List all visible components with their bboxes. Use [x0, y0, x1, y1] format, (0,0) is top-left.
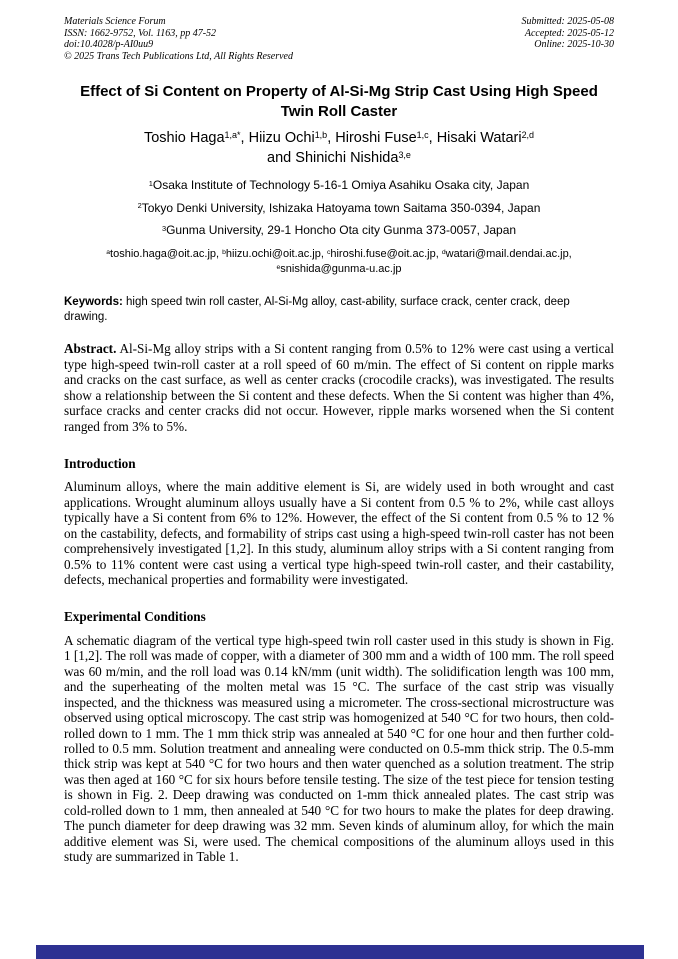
authors-line-2: and Shinichi Nishida$^{3,e}$: [267, 149, 411, 166]
section-heading-introduction: Introduction: [64, 455, 136, 471]
introduction-paragraph: Aluminum alloys, where the main additive element is Si, are widely used in both wrought and cast applications. Wrought aluminum alloys usually have a Si content from 0.5 % to 2%, while cast alloys typically have a Si content from 6% to 12%. However, the effect of the Si content from 0.5 % to 12 % on the castability, defects, and formability of strips cast using a high-speed twin-roll caster has not been comprehensively investigated [1,2]. In this study, aluminum alloy strips with a Si content ranging from 0.5% to 11% content were cast using a vertical type high-speed twin-roll caster, and their castability, defects, mechanical properties and formability were investigated.: [64, 479, 614, 588]
keywords-label: Keywords:: [64, 295, 123, 308]
journal-header: [64, 16, 614, 62]
footer-bar: [36, 945, 644, 959]
emails-line-1: $^a$toshio.haga@oit.ac.jp, $^b$hiizu.ochi@oit.ac.jp, $^c$hiroshi.fuse@oit.ac.jp, $^d$watari@mail.dendai.ac.jp,: [106, 248, 572, 261]
affiliation-3: $^3$Gunma University, 29-1 Honcho Ota city Gunma 373-0057, Japan: [161, 222, 517, 237]
keywords-text: high speed twin roll caster, Al-Si-Mg alloy, cast-ability, surface crack, center crack, deep drawing.: [64, 295, 570, 324]
affiliations-block: [64, 178, 614, 237]
author-emails: [64, 247, 614, 277]
experimental-conditions-paragraph: A schematic diagram of the vertical type high-speed twin roll caster used in this study is shown in Fig. 1 [1,2]. The roll was made of copper, with a diameter of 300 mm and a width of 100 mm. The roll speed was 60 m/min, and the roll load was 0.14 kN/mm (unit width). The solidification length was 100 mm, and the superheating of the molten metal was 15 °C. The surface of the cast strip was visually inspected, and the thickness was measured using a micrometer. The cross-sectional microstructure was observed using optical microscopy. The cast strip was homogenized at 540 °C for two hours, then cold-rolled down to 1 mm. The 1 mm thick strip was annealed at 540 °C for one hour and then further cold-rolled to 0.5 mm. Solution treatment and annealing were conducted on 0.5-mm thick strip. The 0.5-mm thick strip was kept at 540 °C for two hours and then water quenched as a solution treatment. The strip was then aged at 160 °C for six hours before tensile testing. The size of the test piece for tension testing is shown in Fig. 2. Deep drawing was conducted on 1-mm thick annealed plates. The cast strip was cold-rolled down to 1 mm, then annealed at 540 °C for two hours to make the plates for deep drawing. The punch diameter for deep drawing was 32 mm. Seven kinds of aluminum alloy, for which the main additive element was Si, were used. The chemical compositions of the aluminum alloys used in this study are summarized in Table 1.: [64, 632, 614, 865]
affiliation-1: $^1$Osaka Institute of Technology 5-16-1 Omiya Asahiku Osaka city, Japan: [148, 178, 530, 193]
submission-dates: Submitted: 2025-05-08 Accepted: 2025-05-12 Online: 2025-10-30: [521, 16, 614, 50]
keywords: [64, 295, 614, 325]
paper-title: Effect of Si Content on Property of Al-Si-Mg Strip Cast Using High Speed Twin Roll Caster: [80, 83, 598, 120]
abstract-label: Abstract.: [64, 341, 117, 357]
abstract: [64, 341, 614, 434]
authors-line-1: Toshio Haga$^{1,a*}$, Hiizu Ochi$^{1,b}$, Hiroshi Fuse$^{1,c}$, Hisaki Watari$^{2,d}$: [143, 129, 535, 146]
journal-info: Materials Science Forum ISSN: 1662-9752, Vol. 1163, pp 47-52 doi:10.4028/p-AI0uu9 © 2025 Trans Tech Publications Ltd, All Rights Reserved: [64, 16, 293, 62]
affiliation-2: $^2$Tokyo Denki University, Ishizaka Hatoyama town Saitama 350-0394, Japan: [137, 200, 541, 215]
section-heading-experimental-conditions: Experimental Conditions: [64, 609, 206, 625]
authors-block: [64, 129, 614, 168]
emails-line-2: $^e$snishida@gunma-u.ac.jp: [276, 263, 402, 276]
abstract-text: Al-Si-Mg alloy strips with a Si content ranging from 0.5% to 12% were cast using a vertical type high-speed twin-roll caster at a roll speed of 60 m/min. The effect of Si content on ripple marks and cracks on the cast surface, as well as center cracks (crocodile cracks), was investigated. The results show a relationship between the Si content and these defects. When the Si content was higher than 4%, surface cracks and center cracks did not occur. However, ripple marks worsened when the Si content ranged from 3% to 5%.: [64, 341, 614, 434]
